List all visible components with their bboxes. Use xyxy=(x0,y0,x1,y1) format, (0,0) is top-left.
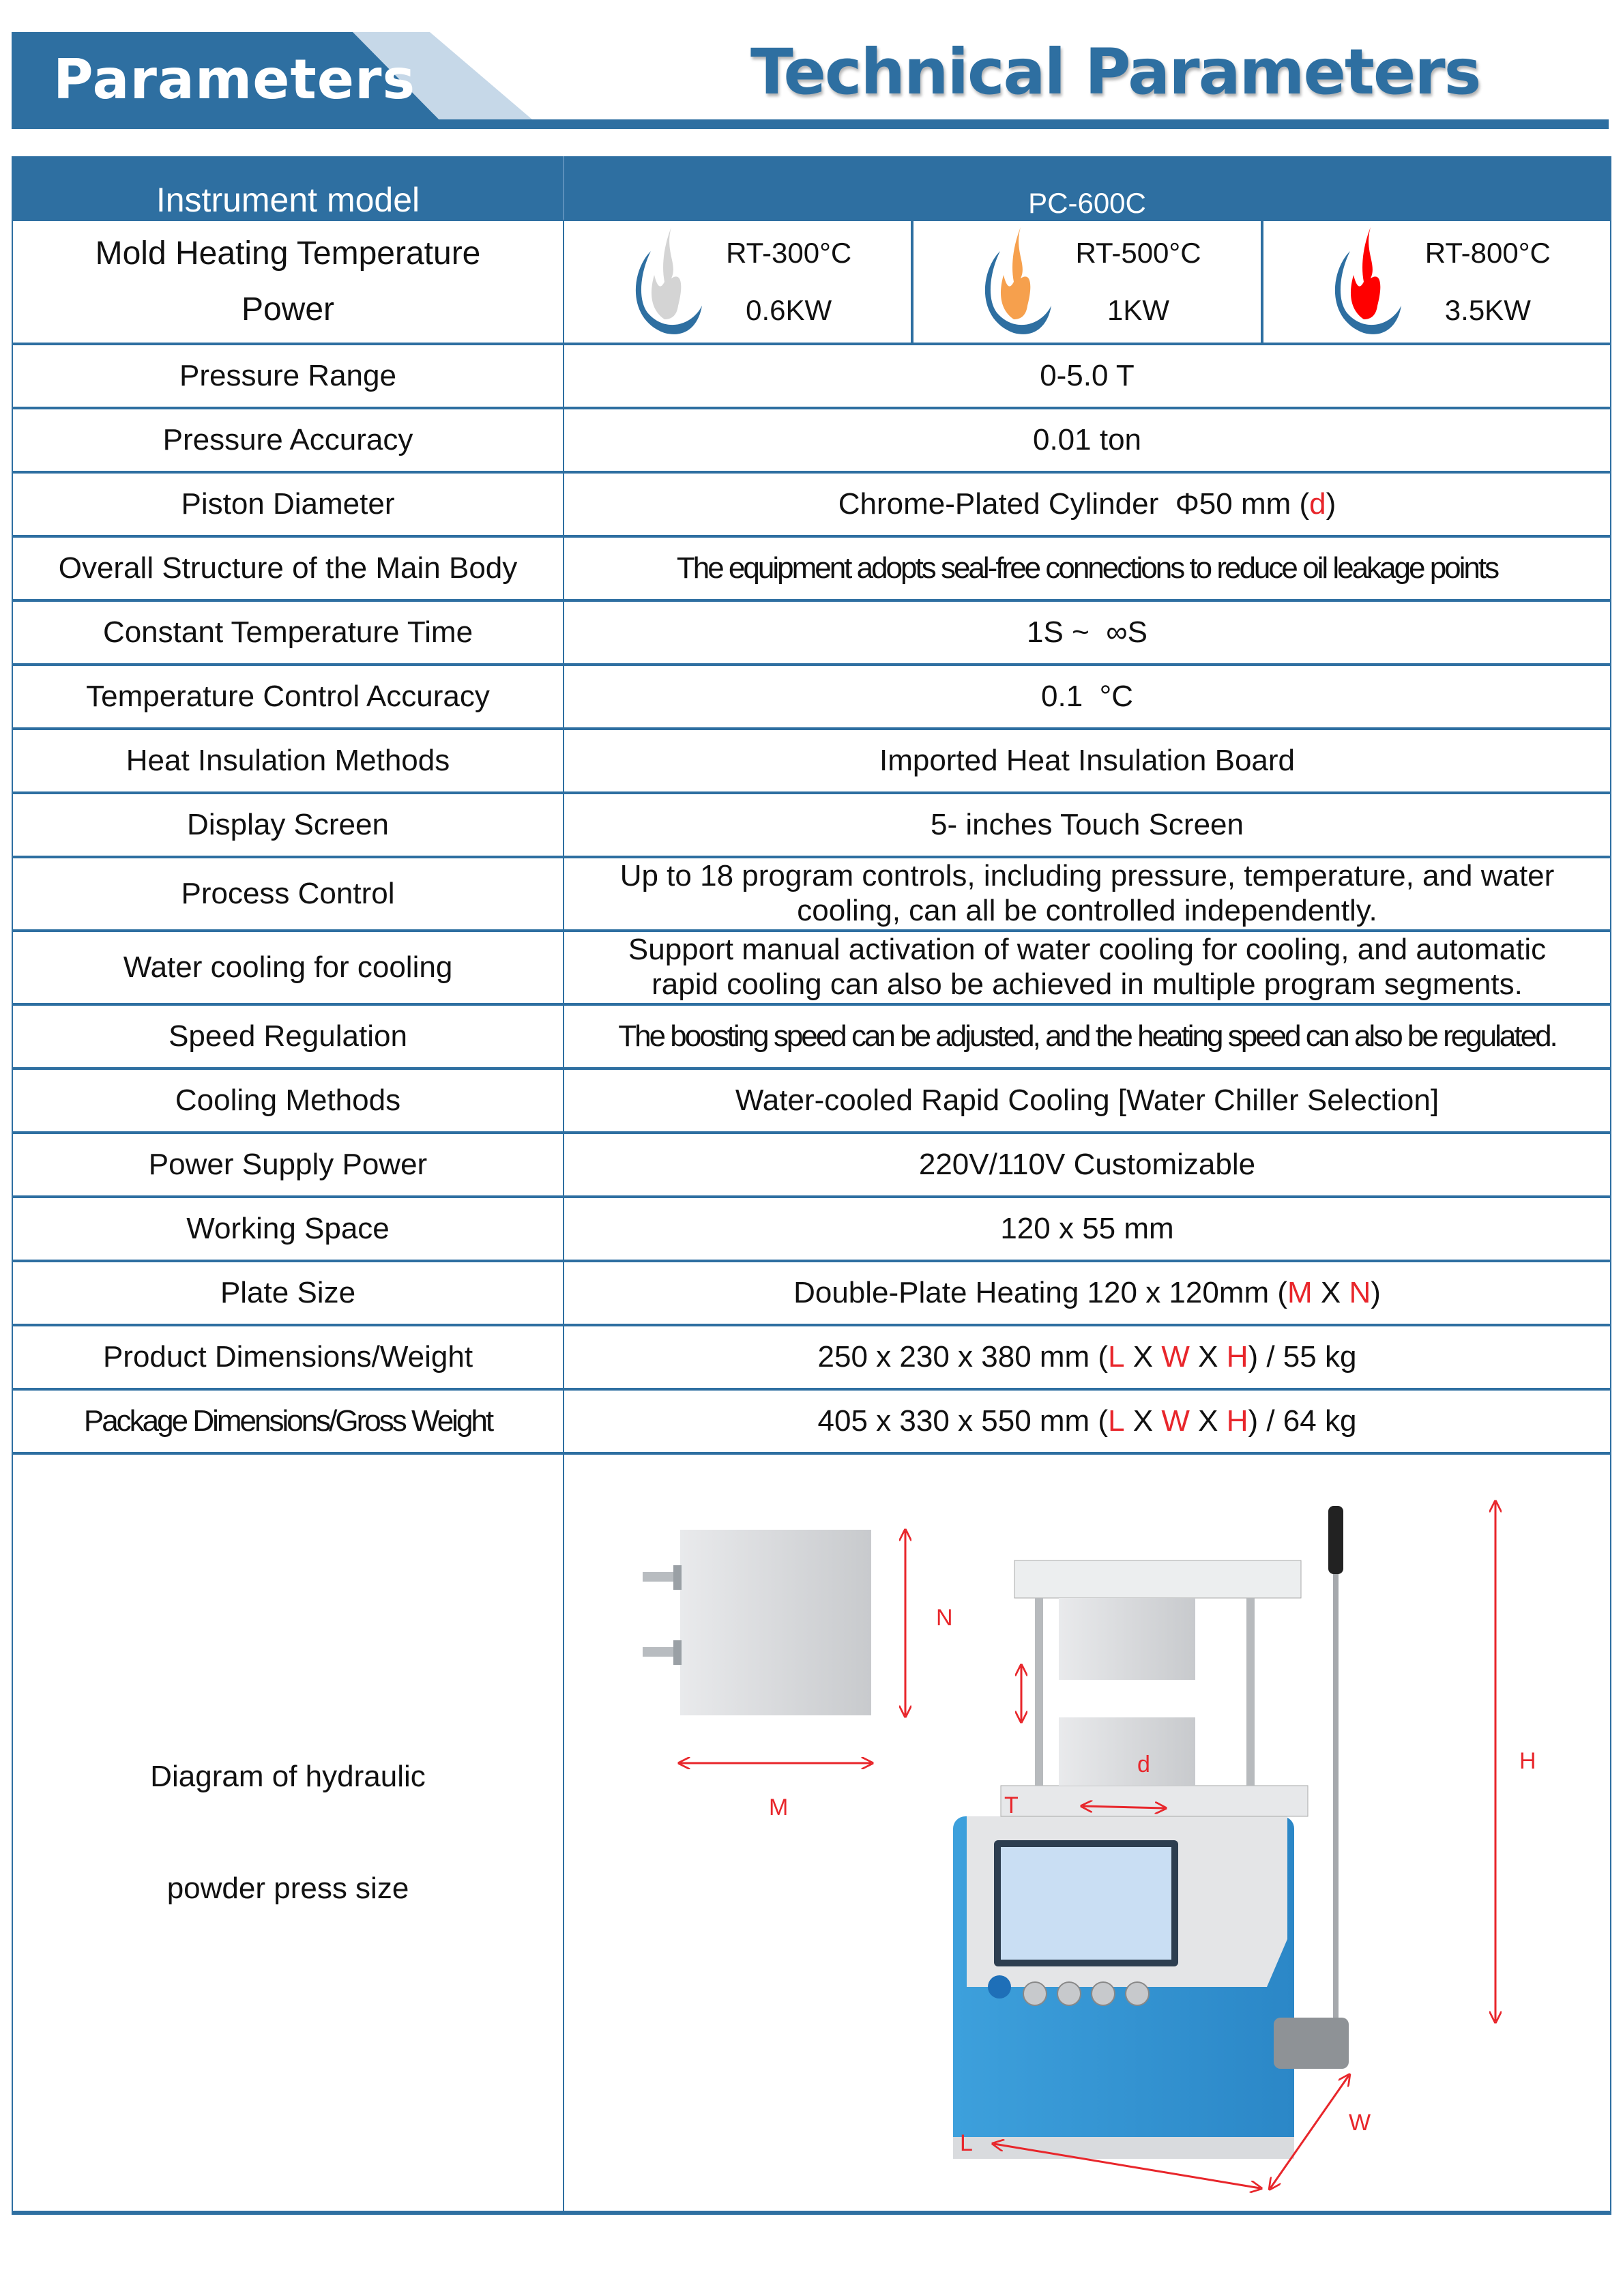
heating-option-500 xyxy=(911,221,1260,343)
dimension-marker: L xyxy=(1108,1339,1125,1374)
table-row xyxy=(13,666,1610,730)
parameter-value: 0.01 ton xyxy=(1032,422,1142,456)
table-row xyxy=(13,1391,1610,1455)
table-row xyxy=(13,1070,1610,1134)
heating-label-line1: Mold Heating Temperature xyxy=(95,235,481,272)
parameter-label: Overall Structure of the Main Body xyxy=(13,538,564,599)
model-value: PC-600C xyxy=(1028,186,1146,219)
table-row xyxy=(13,858,1610,932)
heating-row xyxy=(13,221,1610,345)
header-underline xyxy=(437,119,1609,129)
value-text: 405 x 330 x 550 mm ( xyxy=(817,1404,1109,1438)
diagram-label-line2: powder press size xyxy=(166,1872,409,1905)
value-text-end: ) / 55 kg xyxy=(1248,1339,1357,1374)
dimension-label-W: W xyxy=(1349,2110,1371,2136)
parameter-label: Water cooling for cooling xyxy=(13,932,564,1003)
press-machine-image xyxy=(953,1506,1349,2159)
heating-option-text xyxy=(1425,224,1551,339)
table-header-row xyxy=(13,156,1610,221)
parameter-value: Water-cooled Rapid Cooling [Water Chiller Selection] xyxy=(735,1083,1439,1117)
parameter-value: 5- inches Touch Screen xyxy=(930,807,1244,841)
dimension-separator: X xyxy=(1189,1404,1227,1438)
parameter-label: Temperature Control Accuracy xyxy=(13,666,564,727)
heating-power: 1KW xyxy=(1107,294,1169,326)
value-text: Double-Plate Heating 120 x 120mm ( xyxy=(793,1275,1288,1309)
value-text-end: ) / 64 kg xyxy=(1248,1404,1357,1438)
parameter-value: 120 x 55 mm xyxy=(1000,1211,1174,1245)
flame-shape xyxy=(1351,227,1380,319)
parameter-label: Pressure Accuracy xyxy=(13,409,564,471)
press-diagram xyxy=(564,1455,1608,2205)
parameter-label: Pressure Range xyxy=(13,345,564,407)
dimension-label-H: H xyxy=(1519,1748,1536,1774)
table-row xyxy=(13,1134,1610,1198)
heating-option-800 xyxy=(1261,221,1610,343)
dimension-label-L: L xyxy=(960,2130,973,2156)
parameter-label: Speed Regulation xyxy=(13,1006,564,1067)
parameter-label: Piston Diameter xyxy=(13,474,564,535)
diagram-label xyxy=(13,1455,564,2211)
dimension-marker: M xyxy=(1287,1275,1313,1309)
diagram-label-line1: Diagram of hydraulic xyxy=(150,1760,426,1793)
parameter-label: Power Supply Power xyxy=(13,1134,564,1195)
table-row xyxy=(13,1198,1610,1262)
table-row xyxy=(13,409,1610,474)
dimension-separator: X xyxy=(1189,1339,1227,1374)
dimension-marker: N xyxy=(1349,1275,1371,1309)
dimension-separator: X xyxy=(1312,1275,1349,1309)
parameter-label: Cooling Methods xyxy=(13,1070,564,1131)
parameter-label: Working Space xyxy=(13,1198,564,1260)
parameter-value xyxy=(564,1262,1610,1324)
temperature-range: RT-500°C xyxy=(1075,237,1201,269)
dimension-label-N: N xyxy=(936,1605,953,1631)
parameter-rows xyxy=(13,345,1610,1455)
heating-power: 3.5KW xyxy=(1444,294,1531,326)
heating-option-text xyxy=(726,224,851,339)
heating-power: 0.6KW xyxy=(746,294,832,326)
table-row xyxy=(13,1262,1610,1326)
table-row xyxy=(13,602,1610,666)
flame-icon-orange xyxy=(973,224,1055,340)
parameter-value xyxy=(564,1326,1610,1388)
table-row xyxy=(13,794,1610,858)
parameter-label: Constant Temperature Time xyxy=(13,602,564,663)
heating-label-line2: Power xyxy=(241,291,335,328)
value-text-end: ) xyxy=(1371,1275,1381,1309)
parameter-value: 0.1 °C xyxy=(1041,679,1133,713)
table-row xyxy=(13,932,1610,1006)
parameter-value: The boosting speed can be adjusted, and the heating speed can also be regulated. xyxy=(618,1019,1556,1053)
flame-icon-red xyxy=(1323,224,1405,340)
parameter-value: Up to 18 program controls, including pressure, temperature, and water cooling, can all be controlled independently. xyxy=(619,859,1555,927)
table-row xyxy=(13,538,1610,602)
parameters-table xyxy=(12,156,1611,2215)
parameter-value: Imported Heat Insulation Board xyxy=(879,743,1296,777)
parameter-value: 220V/110V Customizable xyxy=(918,1147,1256,1181)
heating-plate-image xyxy=(643,1530,871,1715)
value-text: Chrome-Plated Cylinder Φ50 mm ( xyxy=(838,486,1310,521)
dimension-marker: W xyxy=(1161,1404,1190,1438)
parameter-label: Display Screen xyxy=(13,794,564,856)
value-text-end: ) xyxy=(1326,486,1336,521)
parameter-label: Product Dimensions/Weight xyxy=(13,1326,564,1388)
parameter-value: The equipment adopts seal-free connections to reduce oil leakage points xyxy=(676,551,1498,585)
parameter-value xyxy=(564,1391,1610,1452)
flame-icon-gray xyxy=(624,224,705,340)
dimension-label-T: T xyxy=(1004,1792,1019,1818)
parameter-label: Process Control xyxy=(13,858,564,929)
table-row xyxy=(13,474,1610,538)
dimension-separator: X xyxy=(1124,1404,1162,1438)
heating-options xyxy=(564,221,1610,343)
value-text: 250 x 230 x 380 mm ( xyxy=(817,1339,1109,1374)
parameter-value xyxy=(564,474,1610,535)
table-row xyxy=(13,345,1610,409)
flame-shape xyxy=(652,227,681,319)
dimension-marker: d xyxy=(1309,486,1326,521)
temperature-range: RT-800°C xyxy=(1424,237,1551,269)
dimension-marker: H xyxy=(1226,1339,1248,1374)
table-row xyxy=(13,1006,1610,1070)
parameter-label: Package Dimensions/Gross Weight xyxy=(13,1391,564,1452)
parameter-value: 1S ~ ∞S xyxy=(1027,615,1147,649)
model-label: Instrument model xyxy=(13,156,564,220)
temperature-range: RT-300°C xyxy=(726,237,852,269)
dimension-marker: H xyxy=(1226,1404,1248,1438)
parameter-label: Heat Insulation Methods xyxy=(13,730,564,791)
page-title: Technical Parameters xyxy=(750,35,1480,108)
section-title: Parameters xyxy=(53,48,416,111)
heating-label xyxy=(13,221,564,343)
parameter-value: 0-5.0 T xyxy=(1040,358,1135,392)
dimension-label-M: M xyxy=(769,1794,789,1820)
heating-option-300 xyxy=(564,221,911,343)
diagram-image xyxy=(564,1455,1610,2211)
dimension-label-d: d xyxy=(1137,1752,1150,1777)
dimension-marker: L xyxy=(1108,1404,1125,1438)
parameter-value: Support manual activation of water cooling for cooling, and automatic rapid cooling can also be achieved in multiple program segments. xyxy=(628,933,1547,1001)
flame-shape xyxy=(1001,227,1030,319)
dimension-separator: X xyxy=(1124,1339,1162,1374)
parameter-label: Plate Size xyxy=(13,1262,564,1324)
heating-option-text xyxy=(1075,224,1201,339)
table-row xyxy=(13,1326,1610,1391)
diagram-row xyxy=(13,1455,1610,2213)
dimension-marker: W xyxy=(1161,1339,1190,1374)
table-row xyxy=(13,730,1610,794)
